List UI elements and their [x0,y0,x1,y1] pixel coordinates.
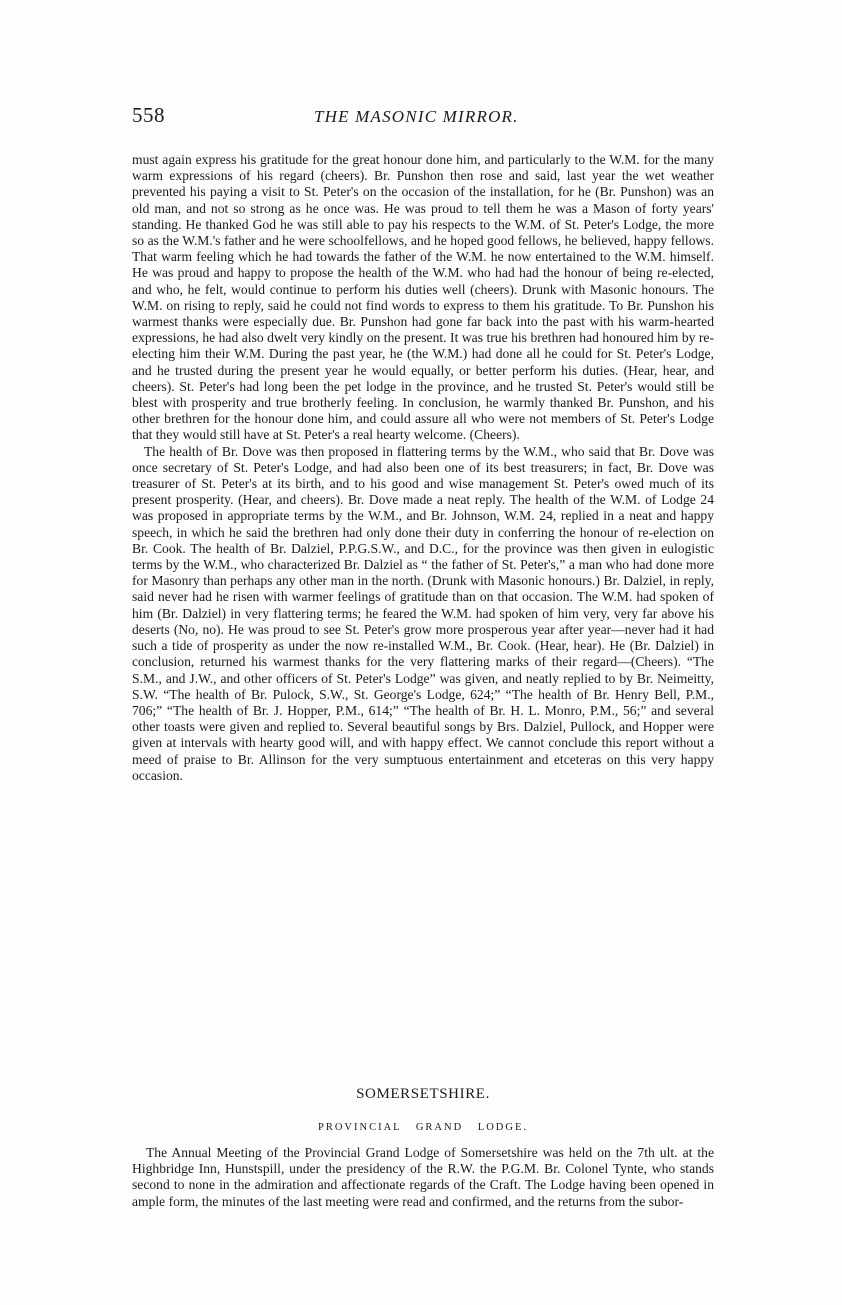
section-paragraph: The Annual Meeting of the Provincial Grand Lodge of Somersetshire was held on the 7th ult. at the Highbridge Inn, Hunstspill, under the presidency of the R.W. the P.G.M. Br. Colonel Tynte, who stands second to none in the admiration and affectionate regards of the Craft. The Lodge having been opened in ample form, the minutes of the last meeting were read and confirmed, and the returns from the subor- [132,1145,714,1209]
running-header [132,103,712,133]
article-body [132,152,714,784]
journal-title: THE MASONIC MIRROR. [314,107,519,126]
section-subheading: PROVINCIAL GRAND LODGE. [318,1122,528,1133]
page-number: 558 [132,103,165,127]
article-paragraph: The health of Br. Dove was then proposed in flattering terms by the W.M., who said that Br. Dove was once secretary of St. Peter's Lodge, and had also been one of its best treasurers; in fact, Br. Dove was treasurer of St. Peter's at its birth, and to his good and wise management St. Peter's owed much of its present prosperity. (Hear, and cheers). Br. Dove made a neat reply. The health of the W.M. of Lodge 24 was proposed in appropriate terms by the W.M., and Br. Johnson, W.M. 24, replied in a neat and happy speech, in which he said the brethren had only done their duty in conferring the honour of re-election on Br. Cook. The health of Br. Dalziel, P.P.G.S.W., and D.C., for the province was then given in eulogistic terms by the W.M., who characterized Br. Dalziel as “ the father of St. Peter's,” a man who had done more for Masonry than perhaps any other man in the north. (Drunk with Masonic honours.) Br. Dalziel, in reply, said never had he risen with warmer feelings of gratitude than on that occasion. The W.M. had spoken of him (Br. Dalziel) in very flattering terms; he feared the W.M. had spoken of him very, very far above his deserts (No, no). He was proud to see St. Peter's grow more prosperous year after year—never had it had such a tide of prosperity as under the now re-installed W.M., Br. Cook. (Hear, hear). He (Br. Dalziel) in conclusion, returned his warmest thanks for the very flattering marks of their regard—(Cheers). “The S.M., and J.W., and other officers of St. Peter's Lodge” was given, and neatly replied to by Br. Neimeitty, S.W. “The health of Br. Pulock, S.W., St. George's Lodge, 624;” “The health of Br. Henry Bell, P.M., 706;” “The health of Br. J. Hopper, P.M., 614;” “The health of Br. H. L. Monro, P.M., 56;” and several other toasts were given and replied to. Several beautiful songs by Brs. Dalziel, Pullock, and Hopper were given at intervals with hearty good will, and with happy effect. We cannot conclude this report without a meed of praise to Br. Allinson for the very sumptuous entertainment and etceteras on this very happy occasion. [132,443,714,783]
section-body [132,1145,714,1210]
article-paragraph: must again express his gratitude for the great honour done him, and particularly to the W.M. for the many warm expressions of his regard (cheers). Br. Punshon then rose and said, last year the wet weather prevented his paying a visit to St. Peter's on the occasion of the installation, for he (Br. Punshon) was an old man, and not so strong as he once was. He was proud to tell them he was a Mason of forty years' standing. He thanked God he was still able to pay his respects to the W.M. of St. Peter's Lodge, the more so as the W.M.'s father and he were schoolfellows, and he hoped good fellows, he believed, happy fellows. That warm feeling which he had towards the father of the W.M. he now entertained to the W.M. himself. He was proud and happy to propose the health of the W.M. who had had the honour of being re-elected, and who, he felt, would continue to perform his duties well (cheers). Drunk with Masonic honours. The W.M. on rising to reply, said he could not find words to express to them his gratitude. To Br. Punshon his warmest thanks were especially due. Br. Punshon had gone far back into the past with his warm-hearted expressions, he had also dwelt very kindly on the present. It was true his brethren had honoured him by re-electing him their W.M. During the past year, he (the W.M.) had done all he could for St. Peter's Lodge, and he trusted during the present year he would equally, or better perform his duties. (Hear, hear, and cheers). St. Peter's had long been the pet lodge in the province, and he trusted St. Peter's would still be blest with prosperity and true brotherly feeling. In conclusion, he warmly thanked Br. Punshon, and his other brethren for the honour done him, and could assure all who were not members of St. Peter's Lodge that they would still have at St. Peter's a real hearty welcome. (Cheers). [132,152,714,443]
section-heading: SOMERSETSHIRE. [356,1086,490,1102]
